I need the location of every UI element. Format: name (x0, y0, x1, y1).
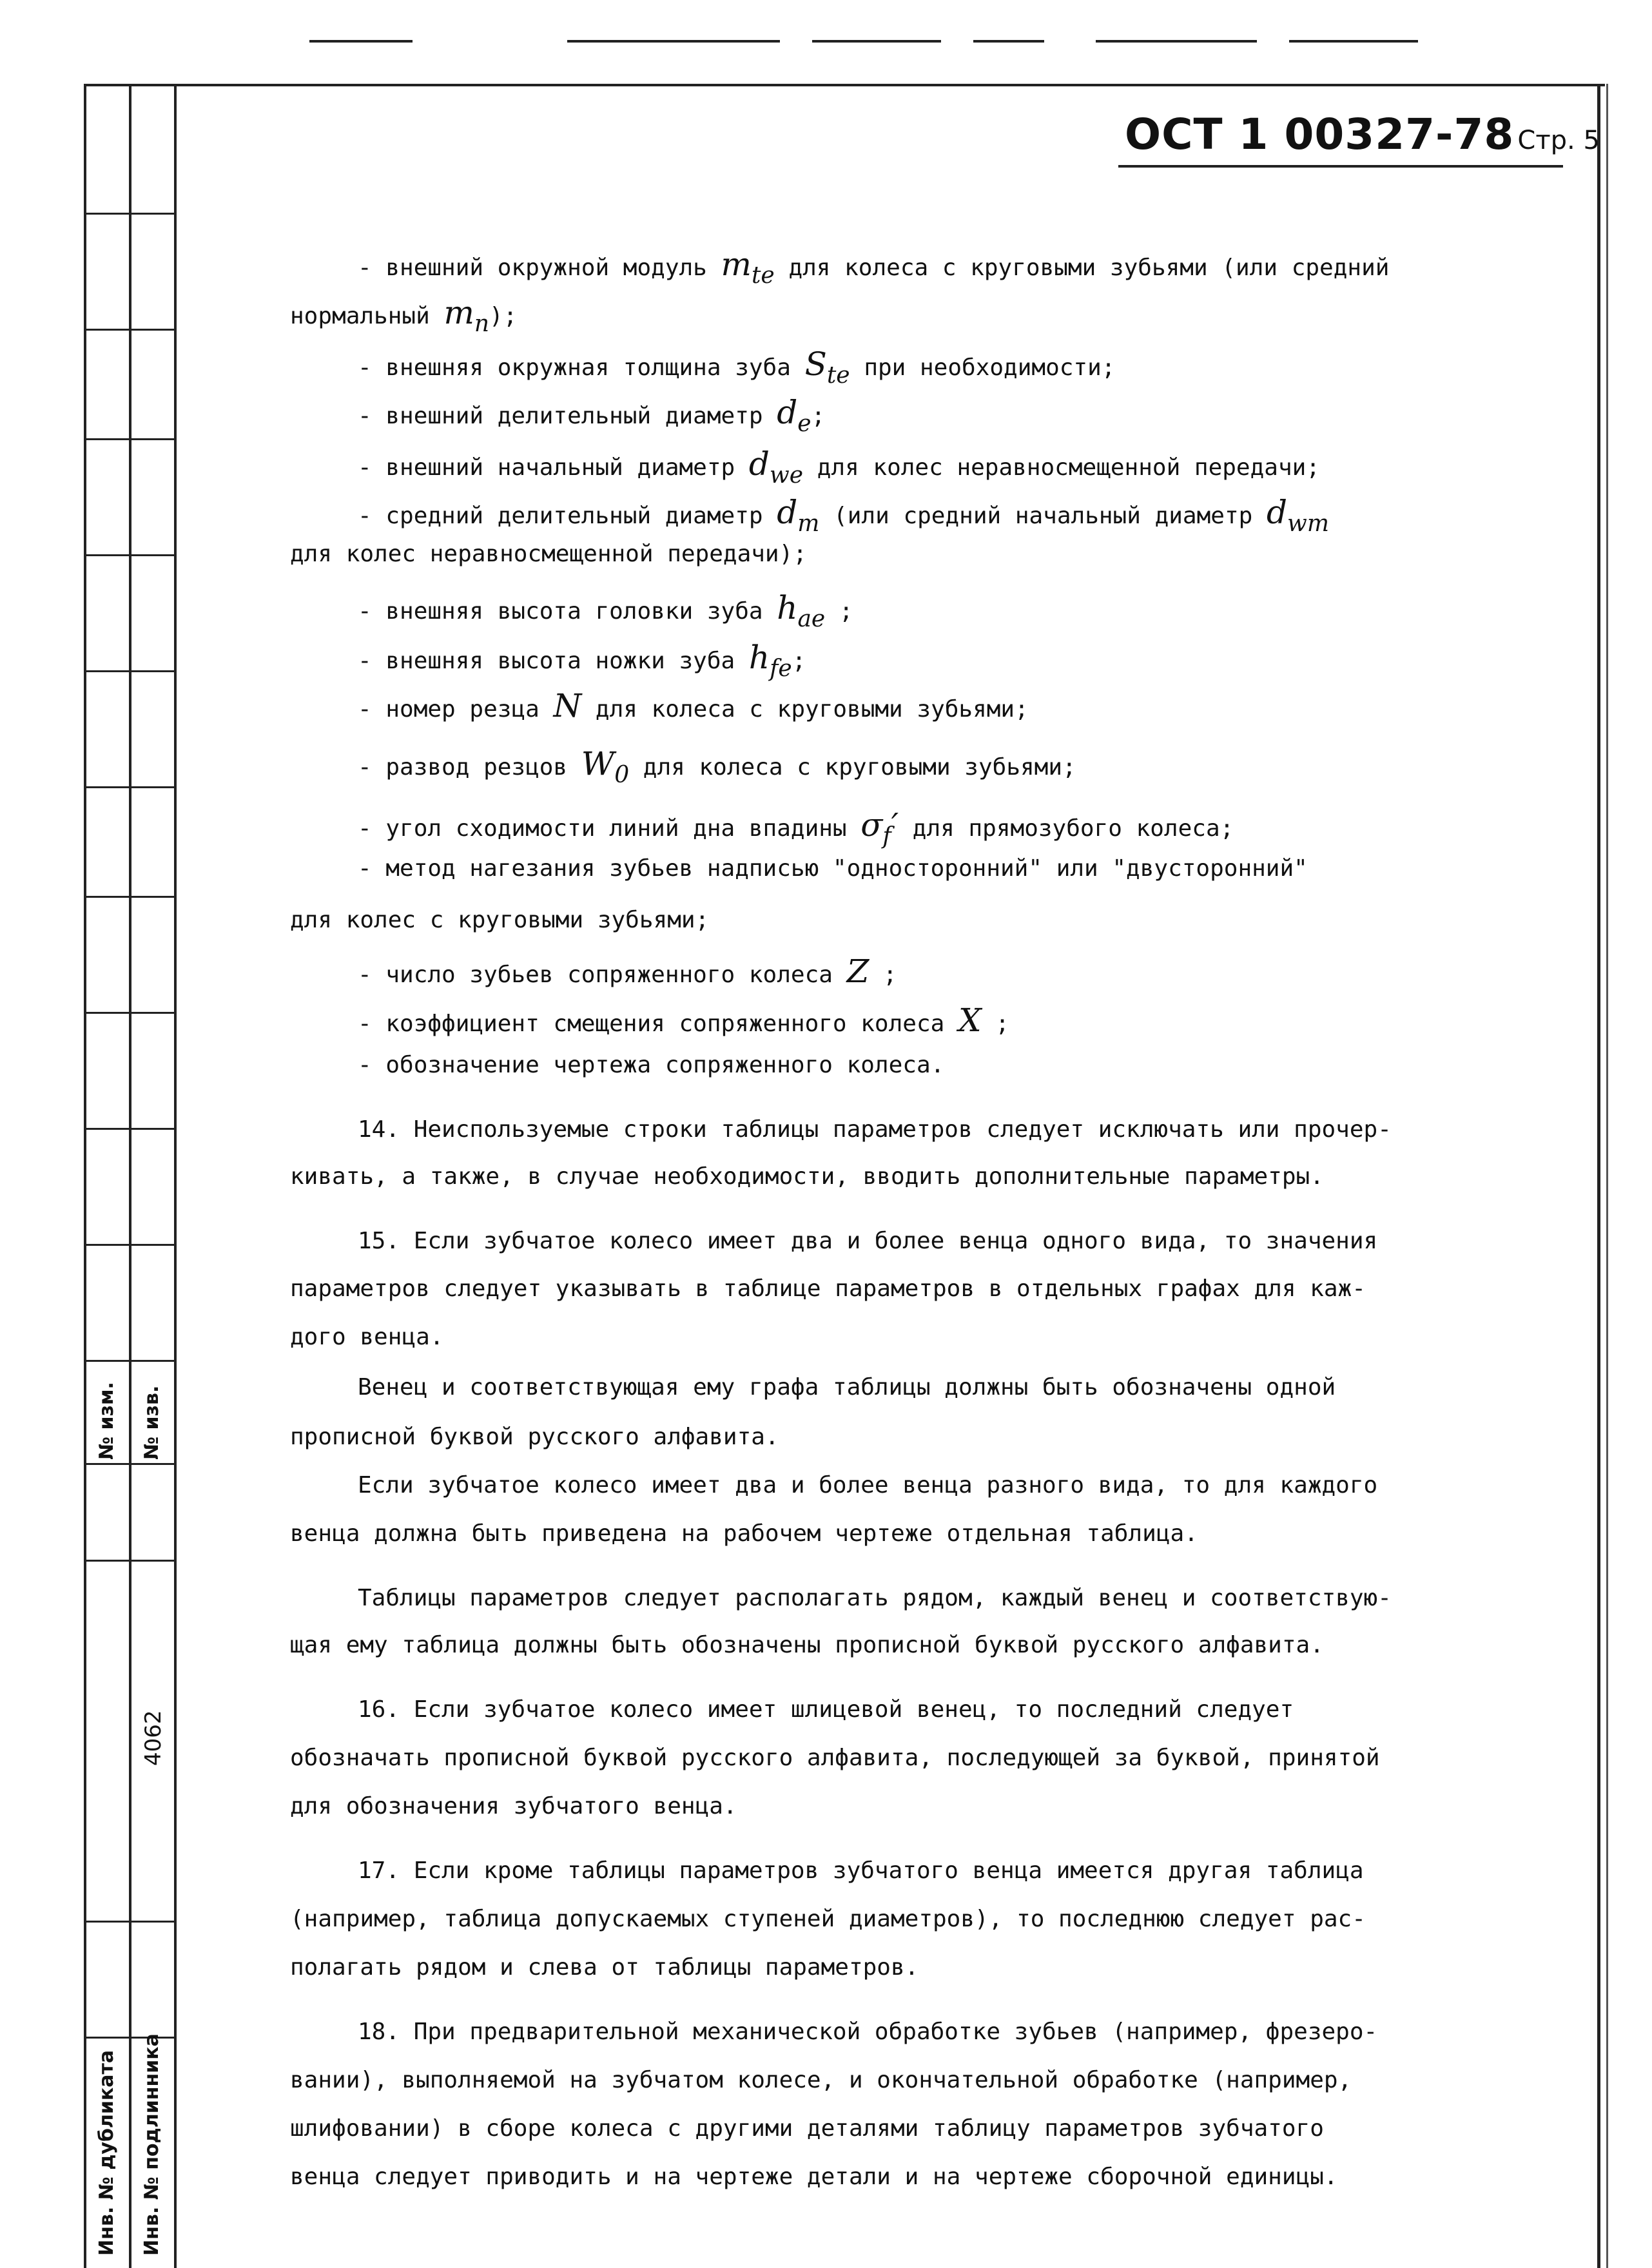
formula-symbol: $m_n$ (443, 294, 490, 337)
text-line: - внешний делительный диаметр $d_e$; (358, 394, 826, 437)
text-line: - число зубьев сопряженного колеса Z ; (358, 953, 897, 990)
margin-row-line (84, 896, 174, 898)
top-dash-mark (567, 40, 780, 43)
text-line: венца должна быть приведена на рабочем чертеже отдельная таблица. (290, 1520, 1198, 1547)
text-line: - внешний начальный диаметр $d_{we}$ для колес неравносмещенной передачи; (358, 445, 1320, 489)
text-line: щая ему таблица должны быть обозначены прописной буквой русского алфавита. (290, 1632, 1324, 1658)
margin-label-no-izv: № изв. (141, 1385, 163, 1460)
margin-row-line (84, 786, 174, 788)
text-line: венца следует приводить и на чертеже детали и на чертеже сборочной единицы. (290, 2164, 1338, 2190)
formula-symbol: $h_{fe}$ (748, 639, 792, 682)
page-frame-right (1597, 84, 1600, 2268)
text-line: обозначать прописной буквой русского алфавита, последующей за буквой, принятой (290, 1745, 1380, 1771)
top-dash-mark (309, 40, 413, 43)
text-line: прописной буквой русского алфавита. (290, 1424, 779, 1450)
document-code: ОСТ 1 00327-78 (1125, 110, 1515, 159)
formula-symbol: $S_{te}$ (804, 345, 850, 389)
margin-row-line (84, 670, 174, 672)
formula-symbol: $d_{wm}$ (1266, 494, 1329, 537)
document-header (1125, 110, 1600, 159)
margin-row-line (84, 438, 174, 440)
text-line: Таблицы параметров следует располагать рядом, каждый венец и соответствую- (358, 1585, 1392, 1611)
margin-row-line (84, 554, 174, 556)
text-line: кивать, а также, в случае необходимости, вводить дополнительные параметры. (290, 1163, 1324, 1190)
text-line: 17. Если кроме таблицы параметров зубчатого венца имеется другая таблица (358, 1857, 1364, 1884)
text-line: для колес с круговыми зубьями; (290, 907, 710, 933)
formula-symbol: $d_e$ (777, 394, 811, 437)
margin-column-line (84, 84, 86, 2268)
text-line: - обозначение чертежа сопряженного колеса. (358, 1052, 945, 1078)
margin-row-line (84, 1360, 174, 1362)
text-line: - внешняя высота головки зуба $h_{ae}$ ; (358, 589, 853, 632)
page-number: Стр. 5 (1517, 126, 1600, 155)
text-line: - развод резцов $W_0$ для колеса с круговыми зубьями; (358, 745, 1076, 788)
text-line: для обозначения зубчатого венца. (290, 1793, 737, 1819)
text-line: Если зубчатое колесо имеет два и более венца разного вида, то для каждого (358, 1472, 1378, 1498)
text-line: - метод нагезания зубьев надписью "односторонний" или "двусторонний" (358, 855, 1308, 882)
text-line: - внешний окружной модуль $m_{te}$ для колеса с круговыми зубьями (или средний (358, 246, 1390, 289)
text-line: 15. Если зубчатое колесо имеет два и более венца одного вида, то значения (358, 1228, 1378, 1254)
text-line: 18. При предварительной механической обработке зубьев (например, фрезеро- (358, 2019, 1378, 2045)
formula-symbol: N (553, 687, 582, 724)
text-line: - угол сходимости линий дна впадины $\sigma_f'$ для прямозубого колеса; (358, 806, 1234, 849)
top-dash-mark (973, 40, 1044, 43)
margin-row-line (84, 213, 174, 215)
text-line: - коэффициент смещения сопряженного колеса X ; (358, 1002, 1009, 1039)
formula-symbol: $d_m$ (777, 494, 820, 537)
page-frame-top (84, 84, 1605, 86)
formula-symbol: $d_{we}$ (748, 445, 804, 489)
text-line: 14. Неиспользуемые строки таблицы параметров следует исключать или прочер- (358, 1116, 1392, 1143)
margin-row-line (84, 1560, 174, 1562)
top-dash-mark (1096, 40, 1257, 43)
formula-symbol: $h_{ae}$ (777, 589, 826, 632)
margin-row-line (84, 329, 174, 331)
formula-symbol: $m_{te}$ (721, 246, 775, 289)
text-line: - номер резца N для колеса с круговыми зубьями; (358, 687, 1029, 724)
margin-row-line (84, 1012, 174, 1014)
margin-row-line (84, 1921, 174, 1923)
margin-label-inv-dubl: Инв. № дубликата (95, 2050, 118, 2256)
text-line: вании), выполняемой на зубчатом колесе, и окончательной обработке (например, (290, 2067, 1352, 2093)
text-line: для колес неравносмещенной передачи); (290, 541, 807, 567)
text-line: шлифовании) в сборе колеса с другими деталями таблицу параметров зубчатого (290, 2115, 1324, 2142)
header-underline (1118, 165, 1563, 168)
top-dash-mark (812, 40, 941, 43)
text-line: 16. Если зубчатое колесо имеет шлицевой венец, то последний следует (358, 1696, 1294, 1723)
margin-row-line (84, 1244, 174, 1246)
formula-symbol: X (958, 1002, 982, 1039)
text-line: нормальный $m_n$); (290, 294, 518, 337)
text-line: параметров следует указывать в таблице параметров в отдельных графах для каж- (290, 1275, 1366, 1302)
formula-symbol: $W_0$ (581, 745, 630, 788)
margin-number: 4062 (141, 1710, 166, 1766)
formula-symbol: $\sigma_f'$ (860, 806, 899, 849)
margin-row-line (84, 1463, 174, 1465)
margin-row-line (84, 1128, 174, 1130)
text-line: дого венца. (290, 1324, 444, 1350)
margin-column-line (174, 84, 177, 2268)
text-line: Венец и соответствующая ему графа таблицы должны быть обозначены одной (358, 1374, 1336, 1401)
text-line: (например, таблица допускаемых ступеней диаметров), то последнюю следует рас- (290, 1906, 1366, 1932)
text-line: - средний делительный диаметр $d_m$ (или средний начальный диаметр $d_{wm}$ (358, 494, 1329, 537)
text-line: полагать рядом и слева от таблицы параметров. (290, 1954, 919, 1981)
margin-column-line (129, 84, 131, 2268)
text-line: - внешняя окружная толщина зуба $S_{te}$ при необходимости; (358, 345, 1116, 389)
formula-symbol: Z (846, 953, 870, 990)
page-frame-right-inner (1606, 84, 1608, 2268)
top-dash-mark (1289, 40, 1418, 43)
text-line: - внешняя высота ножки зуба $h_{fe}$; (358, 639, 806, 682)
margin-label-no-izm: № изм. (95, 1382, 118, 1460)
margin-label-inv-podl: Инв. № подлинника (141, 2033, 163, 2256)
